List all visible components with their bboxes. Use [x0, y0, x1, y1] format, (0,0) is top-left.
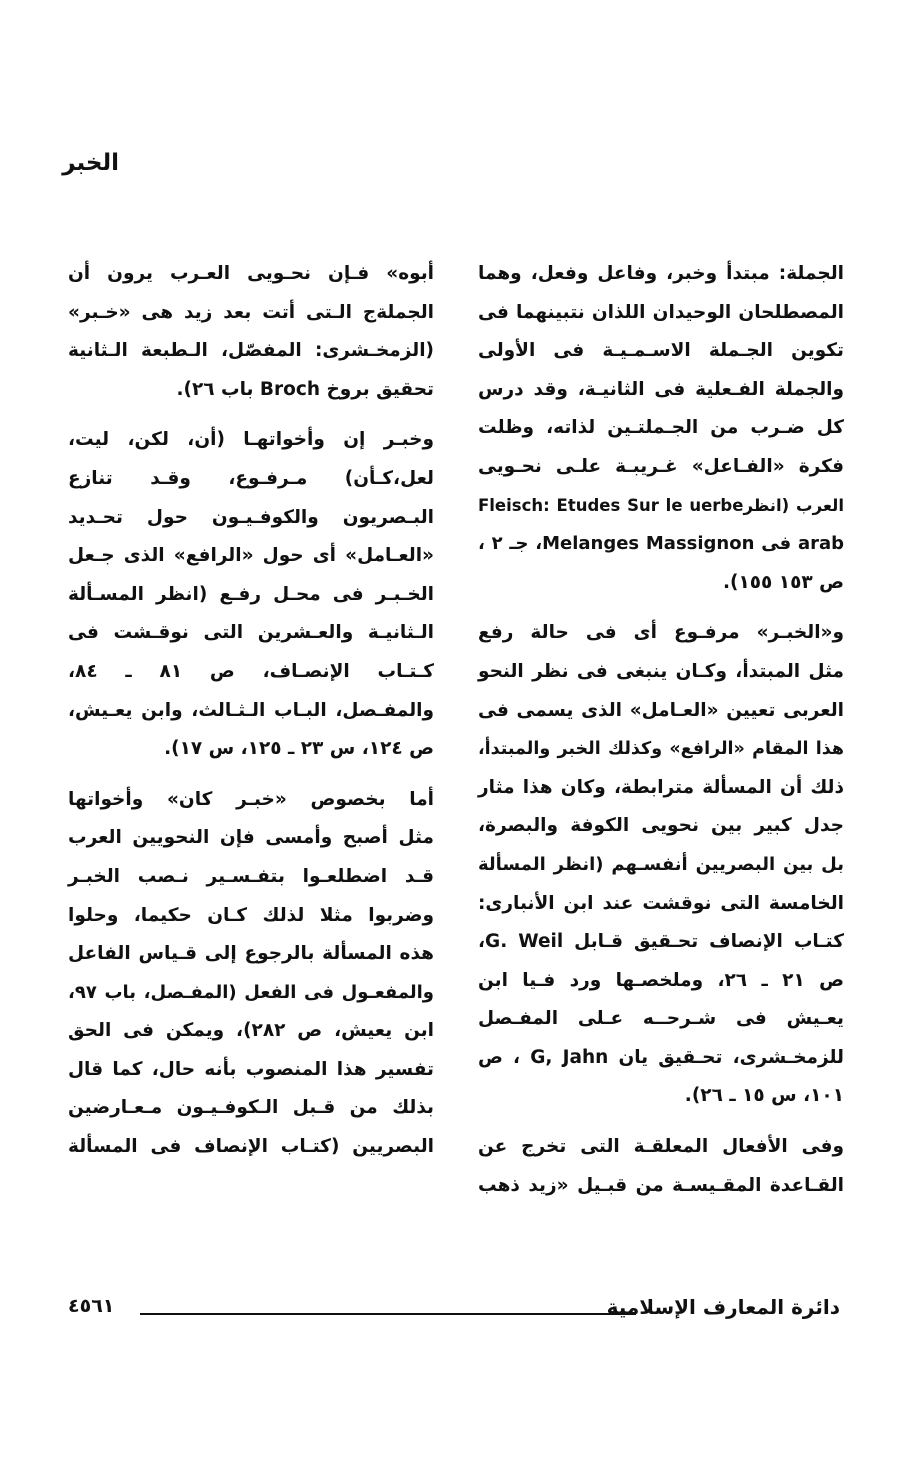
text-line: ص ١٥٣ ١٥٥).: [722, 571, 844, 593]
text-line: تكوين الجـملة الاسـمـيـة فى الأولى: [478, 340, 844, 362]
right-column: [478, 255, 844, 1217]
text-line: الجملةج الـتى أتت بعد زيد هى «خـبر»: [68, 301, 434, 323]
text-line: مثل أصبح وأمسى فإن النحويين العرب: [68, 827, 434, 849]
text-line: ١٠١، س ١٥ ـ ٢٦).: [684, 1085, 844, 1107]
text-line: كل ضـرب من الجـملتـين لذاته، وظلت: [478, 417, 844, 439]
left-paragraph-3: [68, 781, 434, 1167]
footer-title: دائرة المعارف الإسلامية: [606, 1295, 840, 1319]
text-line: ابن يعيش، ص ٢٨٢)، ويمكن فى الحق: [68, 1020, 435, 1042]
text-line: ص ٢١ ـ ٢٦، وملخصـها ورد فـيا ابن: [478, 969, 844, 991]
page-number: ٤٥٦١: [68, 1295, 115, 1317]
text-line: بذلك من قـبل الـكوفـيـون مـعـارضين: [68, 1097, 434, 1119]
text-line: arab فى Melanges Massignon، جـ ٢ ،: [478, 533, 845, 555]
text-line: الجملة: مبتدأ وخبر، وفاعل وفعل، وهما: [478, 263, 844, 284]
text-line: و«الخبـر» مرفـوع أى فى حالة رفع: [478, 622, 844, 644]
right-paragraph-1: [478, 255, 844, 602]
text-line: أبوه» فـإن نحـويى العـرب يرون أن: [68, 263, 434, 284]
text-line: والمفـصل، البـاب الـثـالث، وابن يعـيش،: [68, 699, 434, 721]
text-line: وضربوا مثلا لذلك كـان حكيما، وحلوا: [68, 904, 434, 926]
text-line: وخبـر إن وأخواتهـا (أن، لكن، ليت،: [68, 429, 434, 451]
text-line: العرب (انظرFleisch: Etudes Sur le uerbe: [478, 495, 844, 515]
text-line: يعـيش فى شـرحــه عـلى المفـصل: [478, 1008, 844, 1030]
text-line: البـصريون والكوفـيـون حول تحـديد: [68, 506, 434, 528]
text-line: وفى الأفعال المعلقـة التى تخرج عن: [478, 1136, 844, 1158]
text-line: القـاعدة المقـيسـة من قبـيل «زيد ذهب: [478, 1174, 844, 1196]
text-line: كتـاب الإنصاف تحـقيق قـابل G. Weil،: [478, 931, 844, 953]
text-line: الخامسة التى نوقشت عند ابن الأنبارى:: [478, 892, 844, 914]
text-line: الـثانيـة والعـشرين التى نوقـشت فى: [68, 622, 434, 644]
text-line: قـد اضطلعـوا بتفـسـير نـصب الخبـر: [68, 865, 434, 887]
text-line: كـتـاب الإنصـاف، ص ٨١ ـ ٨٤،: [68, 660, 434, 682]
right-paragraph-3: [478, 1128, 844, 1205]
left-paragraph-1: [68, 255, 434, 409]
text-line: هذه المسألة بالرجوع إلى قـياس الفاعل: [68, 943, 434, 965]
text-line: البصريين (كتـاب الإنصاف فى المسألة: [68, 1136, 434, 1158]
text-line: الخـبـر فى محـل رفـع (انظر المسـألة: [68, 583, 434, 605]
page-footer: [68, 1295, 840, 1325]
running-title: الخبر: [62, 150, 119, 176]
text-line: العربى تعيين «العـامل» الذى يسمى فى: [478, 699, 844, 721]
text-line: للزمخـشرى، تحـقيق يان G, Jahn ، ص: [478, 1046, 844, 1068]
text-line: تحقيق بروخ Broch باب ٢٦).: [176, 378, 434, 400]
text-line: ص ١٢٤، س ٢٣ ـ ١٢٥، س ١٧).: [164, 738, 434, 760]
text-line: المصطلحان الوحيدان اللذان نتبينهما فى: [478, 301, 844, 323]
text-line: والجملة الفـعلية فى الثانيـة، وقد درس: [478, 378, 844, 400]
text-line: لعل،كـأن) مـرفـوع، وقـد تنازع: [68, 467, 434, 489]
text-line: ذلك أن المسألة مترابطة، وكان هذا مثار: [478, 776, 844, 798]
text-line: فكرة «الفـاعل» غـريبـة علـى نحـويى: [478, 455, 844, 477]
footer-rule: [140, 1313, 636, 1315]
left-column: [68, 255, 434, 1179]
right-paragraph-2: [478, 614, 844, 1116]
text-line: والمفعـول فى الفعل (المفـصل، باب ٩٧،: [68, 981, 434, 1003]
text-line: جدل كبير بين نحويى الكوفة والبصرة،: [478, 815, 844, 837]
text-line: مثل المبتدأ، وكـان ينبغى فى نظر النحو: [478, 660, 844, 682]
left-paragraph-2: [68, 421, 434, 768]
text-line: تفسير هذا المنصوب بأنه حال، كما قال: [68, 1058, 434, 1080]
text-line: أما بخصوص «خبـر كان» وأخواتها: [68, 788, 434, 810]
text-line: بل بين البصريين أنفسـهم (انظر المسألة: [478, 853, 844, 875]
text-line: (الزمخـشرى: المفصّل، الـطبعة الـثانية: [68, 340, 434, 362]
text-line: «العـامل» أى حول «الرافع» الذى جـعل: [68, 545, 434, 567]
text-line: هذا المقام «الرافع» وكذلك الخبر والمبتدأ،: [478, 739, 844, 760]
